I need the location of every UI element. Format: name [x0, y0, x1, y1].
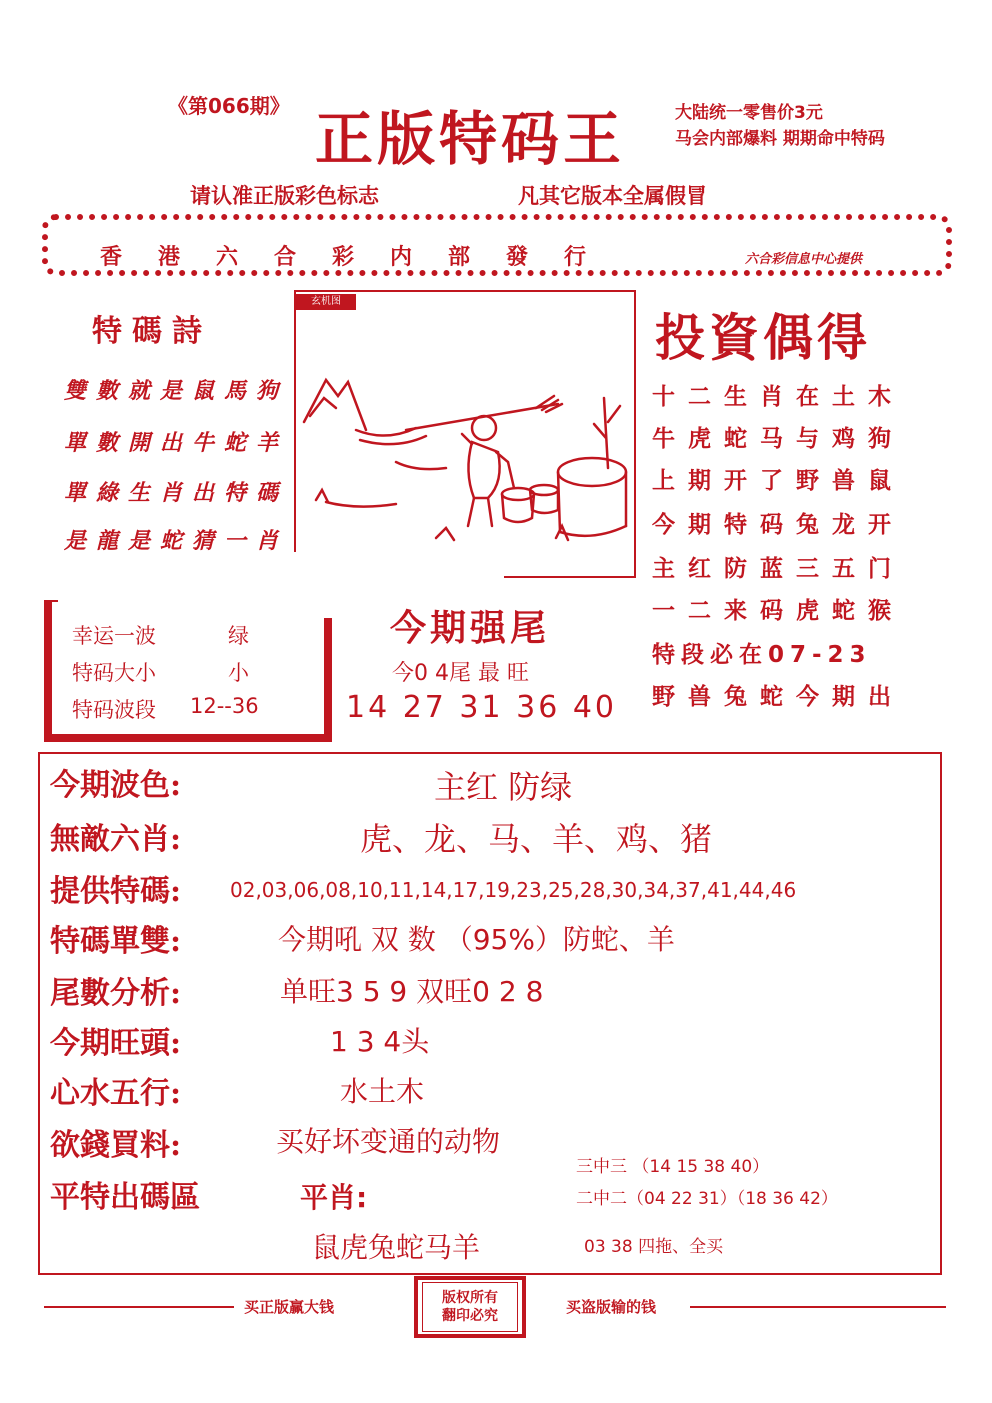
- odd-even-value: 今期吼 双 数 （95%）防蛇、羊: [278, 923, 675, 956]
- copyright-stamp: [422, 1282, 518, 1332]
- tail-analysis-label: 尾數分析:: [50, 976, 182, 1011]
- poem-line: 雙數就是鼠馬狗: [64, 379, 289, 404]
- invest-line: 特段必在07-23: [652, 642, 872, 668]
- buy-label: 欲錢買料:: [50, 1128, 182, 1163]
- strong-tail-title: 今期强尾: [390, 607, 551, 649]
- tagline: 马会内部爆料 期期命中特码: [675, 129, 885, 149]
- codes-value: 02,03,06,08,10,11,14,17,19,23,25,28,30,34,37,41,44,46: [230, 878, 797, 902]
- zodiac-value: 虎、龙、马、羊、鸡、猪: [360, 820, 713, 858]
- zodiac-label: 無敵六肖:: [50, 822, 182, 857]
- authentic-notice: 请认准正版彩色标志: [190, 184, 379, 208]
- flat-zone-label: 平特出碼區: [50, 1180, 200, 1215]
- poem-title: 特碼詩: [92, 314, 212, 349]
- banner-provider: 六合彩信息中心提供: [745, 252, 863, 267]
- invest-line: 一二来码虎蛇猴: [652, 598, 904, 624]
- strong-tail-sub: 今0 4尾 最 旺: [392, 661, 529, 686]
- invest-line: 野兽兔蛇今期出: [652, 684, 904, 710]
- buy-value: 买好坏变通的动物: [276, 1125, 501, 1158]
- banner-text: 香港六合彩内部發行: [100, 245, 623, 270]
- strong-tail-numbers: 14 27 31 36 40: [346, 690, 618, 725]
- odd-even-label: 特碼單雙:: [50, 924, 182, 959]
- invest-line: 主红防蓝三五门: [652, 556, 904, 582]
- invest-line: 今期特码兔龙开: [652, 512, 904, 538]
- poem-line: 單綠生肖出特碼: [64, 481, 289, 506]
- footer-slogan-left: 买正版赢大钱: [244, 1298, 335, 1316]
- price-note: 大陆统一零售价3元: [675, 103, 823, 123]
- range-label: 特码波段: [72, 698, 156, 722]
- footer-divider: [44, 1306, 234, 1308]
- head-label: 今期旺頭:: [50, 1026, 182, 1061]
- flat-zodiac-label: 平肖:: [300, 1181, 368, 1214]
- wave-color-value: 主红 防绿: [434, 768, 573, 806]
- issue-number: 《第066期》: [168, 94, 290, 118]
- five-elements-value: 水土木: [340, 1075, 425, 1108]
- illustration-stamp: 玄机图: [296, 294, 356, 310]
- poem-line: 是龍是蛇猜一肖: [64, 529, 289, 554]
- footer-slogan-right: 买盗版输的钱: [566, 1298, 657, 1316]
- page-title: 正版特码王: [315, 105, 626, 173]
- copyright-line: 翻印必究: [442, 1308, 498, 1324]
- flat-zodiac-value: 鼠虎兔蛇马羊: [312, 1231, 481, 1264]
- invest-line: 牛虎蛇马与鸡狗: [652, 426, 904, 452]
- head-value: 1 3 4头: [330, 1025, 430, 1058]
- combo-two: 二中二（04 22 31）（18 36 42）: [576, 1189, 838, 1209]
- lucky-wave-label: 幸运一波: [72, 624, 156, 648]
- combo-drag: 03 38 四拖、全买: [584, 1237, 724, 1257]
- invest-line: 十二生肖在土木: [652, 384, 904, 410]
- codes-label: 提供特碼:: [50, 874, 182, 909]
- copyright-line: 版权所有: [442, 1290, 498, 1306]
- counterfeit-notice: 凡其它版本全属假冒: [518, 184, 707, 208]
- poem-line: 單數開出牛蛇羊: [64, 431, 289, 456]
- lucky-wave-value: 绿: [228, 624, 249, 648]
- size-label: 特码大小: [72, 661, 156, 685]
- range-value: 12--36: [190, 694, 259, 718]
- invest-line: 上期开了野兽鼠: [652, 468, 904, 494]
- five-elements-label: 心水五行:: [50, 1076, 182, 1111]
- footer-divider: [690, 1306, 946, 1308]
- tail-analysis-value: 单旺3 5 9 双旺0 2 8: [280, 975, 544, 1008]
- wave-color-label: 今期波色:: [50, 768, 182, 803]
- invest-title: 投資偶得: [655, 308, 871, 367]
- combo-three: 三中三 （14 15 38 40）: [576, 1157, 770, 1177]
- size-value: 小: [228, 661, 249, 685]
- farmer-illustration: [296, 312, 634, 562]
